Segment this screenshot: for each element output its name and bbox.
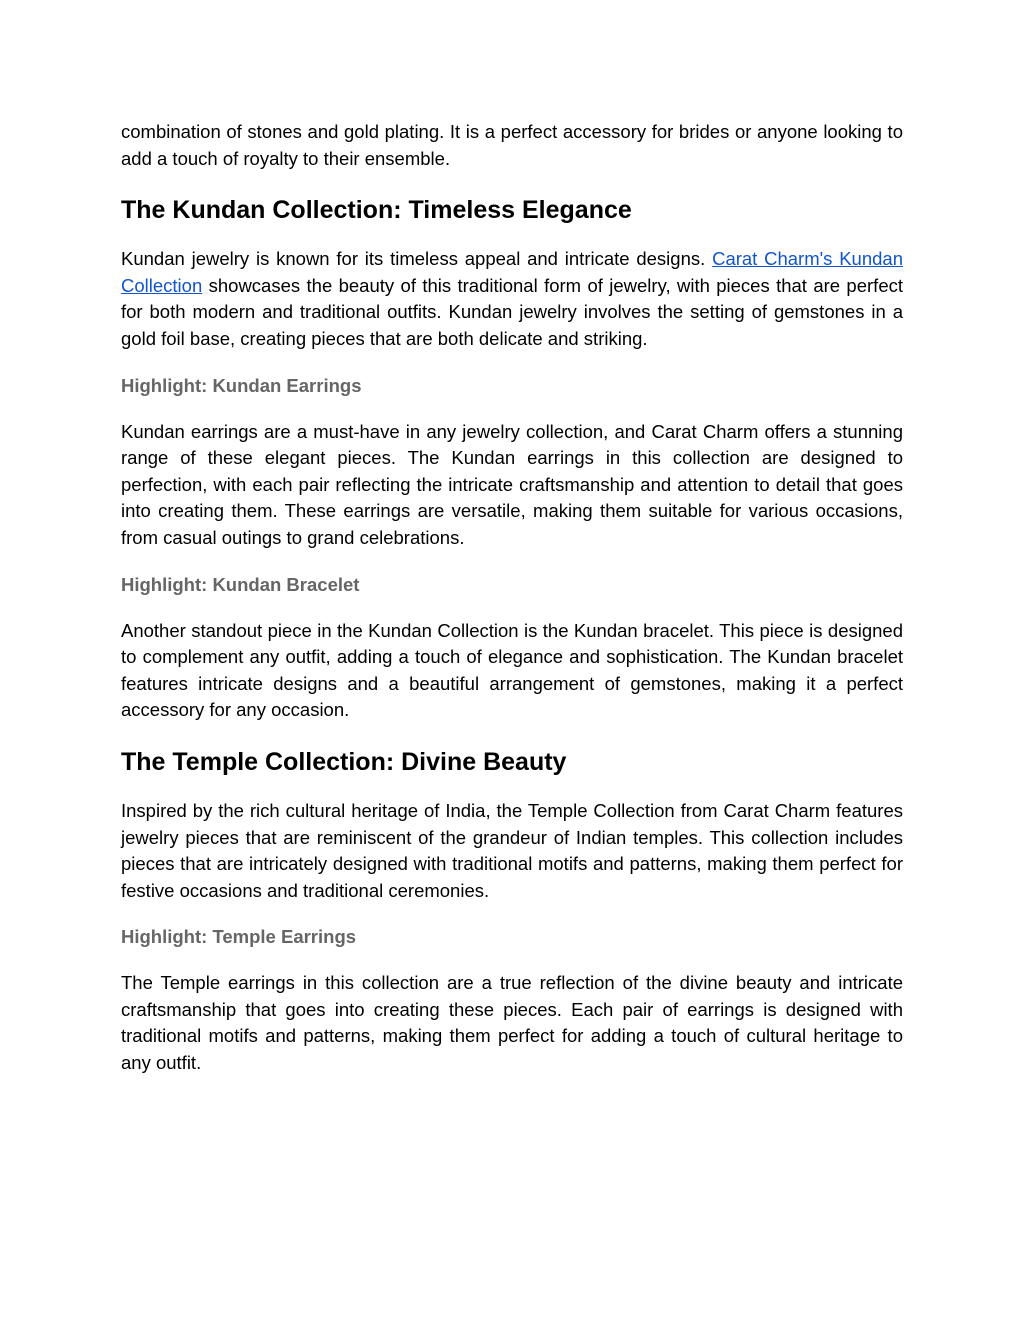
kundan-earrings-heading: Highlight: Kundan Earrings: [121, 374, 362, 396]
kundan-paragraph-rest: showcases the beauty of this traditional form of jewelry, with pieces that are perfect for both modern and traditional outfits. Kundan jewelry involves the setting of gemstones in a gold foil base, creating pieces that are both delicate and striking.: [121, 274, 903, 349]
intro-paragraph: combination of stones and gold plating. It is a perfect accessory for brides or anyone looking to add a touch of royalty to their ensemble.: [121, 121, 903, 169]
document-page: [121, 119, 903, 1077]
temple-earrings-paragraph: The Temple earrings in this collection are a true reflection of the divine beauty and intricate craftsmanship that goes into creating these pieces. Each pair of earrings is designed with traditional motifs and patterns, making them perfect for adding a touch of cultural heritage to any outfit.: [121, 972, 903, 1074]
kundan-bracelet-paragraph: Another standout piece in the Kundan Collection is the Kundan bracelet. This piece is designed to complement any outfit, adding a touch of elegance and sophistication. The Kundan bracelet features intricate designs and a beautiful arrangement of gemstones, making it a perfect accessory for any occasion.: [121, 619, 903, 721]
kundan-paragraph-lead: Kundan jewelry is known for its timeless appeal and intricate designs.: [121, 248, 713, 270]
temple-collection-paragraph: Inspired by the rich cultural heritage of India, the Temple Collection from Carat Charm features jewelry pieces that are reminiscent of the grandeur of Indian temples. This collection includes pieces that are intricately designed with traditional motifs and patterns, making them perfect for festive occasions and traditional ceremonies.: [121, 799, 903, 901]
kundan-earrings-paragraph: Kundan earrings are a must-have in any jewelry collection, and Carat Charm offers a stunning range of these elegant pieces. The Kundan earrings in this collection are designed to perfection, with each pair reflecting the intricate craftsmanship and attention to detail that goes into creating them. These earrings are versatile, making them suitable for various occasions, from casual outings to grand celebrations.: [121, 420, 903, 548]
kundan-collection-heading: The Kundan Collection: Timeless Elegance: [121, 196, 632, 225]
kundan-collection-paragraph: [121, 246, 903, 352]
kundan-collection-link[interactable]: Carat Charm's Kundan Collection: [121, 248, 903, 296]
kundan-bracelet-heading: Highlight: Kundan Bracelet: [121, 573, 360, 595]
temple-earrings-heading: Highlight: Temple Earrings: [121, 926, 357, 948]
temple-collection-heading: The Temple Collection: Divine Beauty: [121, 747, 567, 776]
